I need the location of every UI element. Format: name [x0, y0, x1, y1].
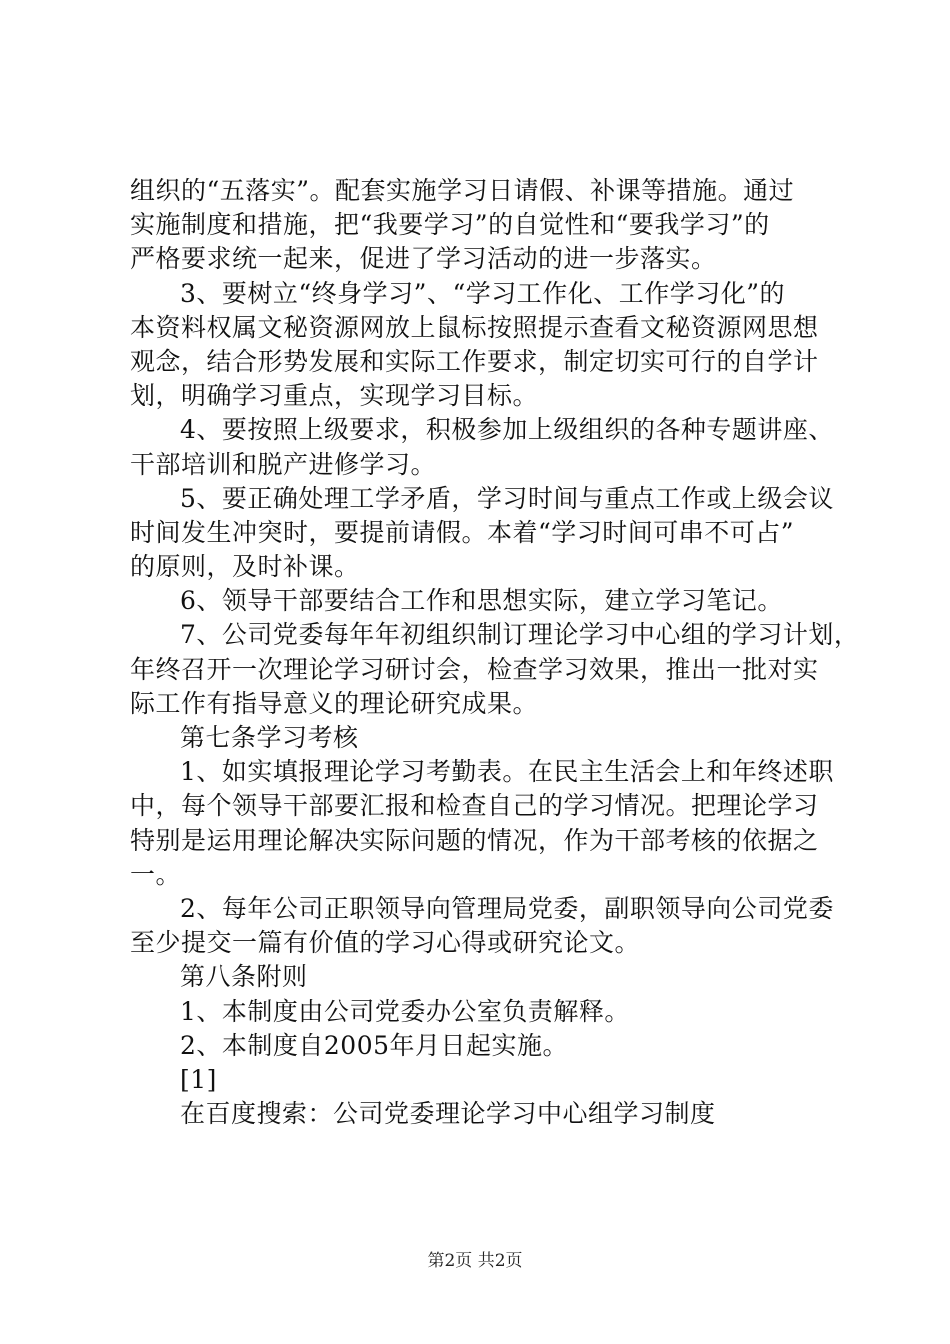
- text-line: 1、如实填报理论学习考勤表。在民主生活会上和年终述职: [180, 757, 834, 787]
- text-line: 4、要按照上级要求，积极参加上级组织的各种专题讲座、: [180, 415, 834, 445]
- text-line: 特别是运用理论解决实际问题的情况，作为干部考核的依据之: [130, 825, 819, 855]
- text-line: 一。: [130, 859, 182, 889]
- text-line: 组织的“五落实”。配套实施学习日请假、补课等措施。通过: [130, 176, 795, 205]
- text-line: 6、领导干部要结合工作和思想实际，建立学习笔记。: [180, 586, 783, 616]
- text-line: 际工作有指导意义的理论研究成果。: [130, 688, 539, 718]
- section-heading: 第七条学习考核: [180, 723, 359, 752]
- search-hint: 在百度搜索：公司党委理论学习中心组学习制度: [180, 1099, 716, 1129]
- text-line: 1、本制度由公司党委办公室负责解释。: [180, 996, 630, 1026]
- text-line: 划，明确学习重点，实现学习目标。: [130, 381, 539, 411]
- text-line: 时间发生冲突时，要提前请假。本着“学习时间可串不可占”: [130, 517, 795, 547]
- text-line: 2、每年公司正职领导向管理局党委，副职领导向公司党委: [180, 893, 834, 923]
- text-line: 5、要正确处理工学矛盾，学习时间与重点工作或上级会议: [180, 483, 834, 513]
- text-line: 观念，结合形势发展和实际工作要求，制定切实可行的自学计: [130, 346, 819, 376]
- text-line: 实施制度和措施，把“我要学习”的自觉性和“要我学习”的: [130, 210, 770, 240]
- text-line: 3、要树立“终身学习”、“学习工作化、工作学习化”的: [180, 278, 786, 308]
- text-line: 的原则，及时补课。: [130, 552, 360, 582]
- section-heading: 第八条附则: [180, 962, 308, 992]
- document-body: [130, 174, 860, 1131]
- text-line: 年终召开一次理论学习研讨会，检查学习效果，推出一批对实: [130, 654, 819, 684]
- page-number-footer: 第2页 共2页: [427, 1251, 523, 1271]
- text-line: 2、本制度自2005年月日起实施。: [180, 1030, 569, 1060]
- reference-marker: [1]: [180, 1064, 217, 1094]
- text-line: 严格要求统一起来，促进了学习活动的进一步落实。: [130, 244, 717, 274]
- text-line: 本资料权属文秘资源网放上鼠标按照提示查看文秘资源网思想: [130, 312, 819, 342]
- text-line: 中，每个领导干部要汇报和检查自己的学习情况。把理论学习: [130, 791, 819, 821]
- text-line: 干部培训和脱产进修学习。: [130, 449, 437, 479]
- text-line: 至少提交一篇有价值的学习心得或研究论文。: [130, 928, 641, 958]
- text-line: 7、公司党委每年年初组织制订理论学习中心组的学习计划，: [180, 620, 860, 650]
